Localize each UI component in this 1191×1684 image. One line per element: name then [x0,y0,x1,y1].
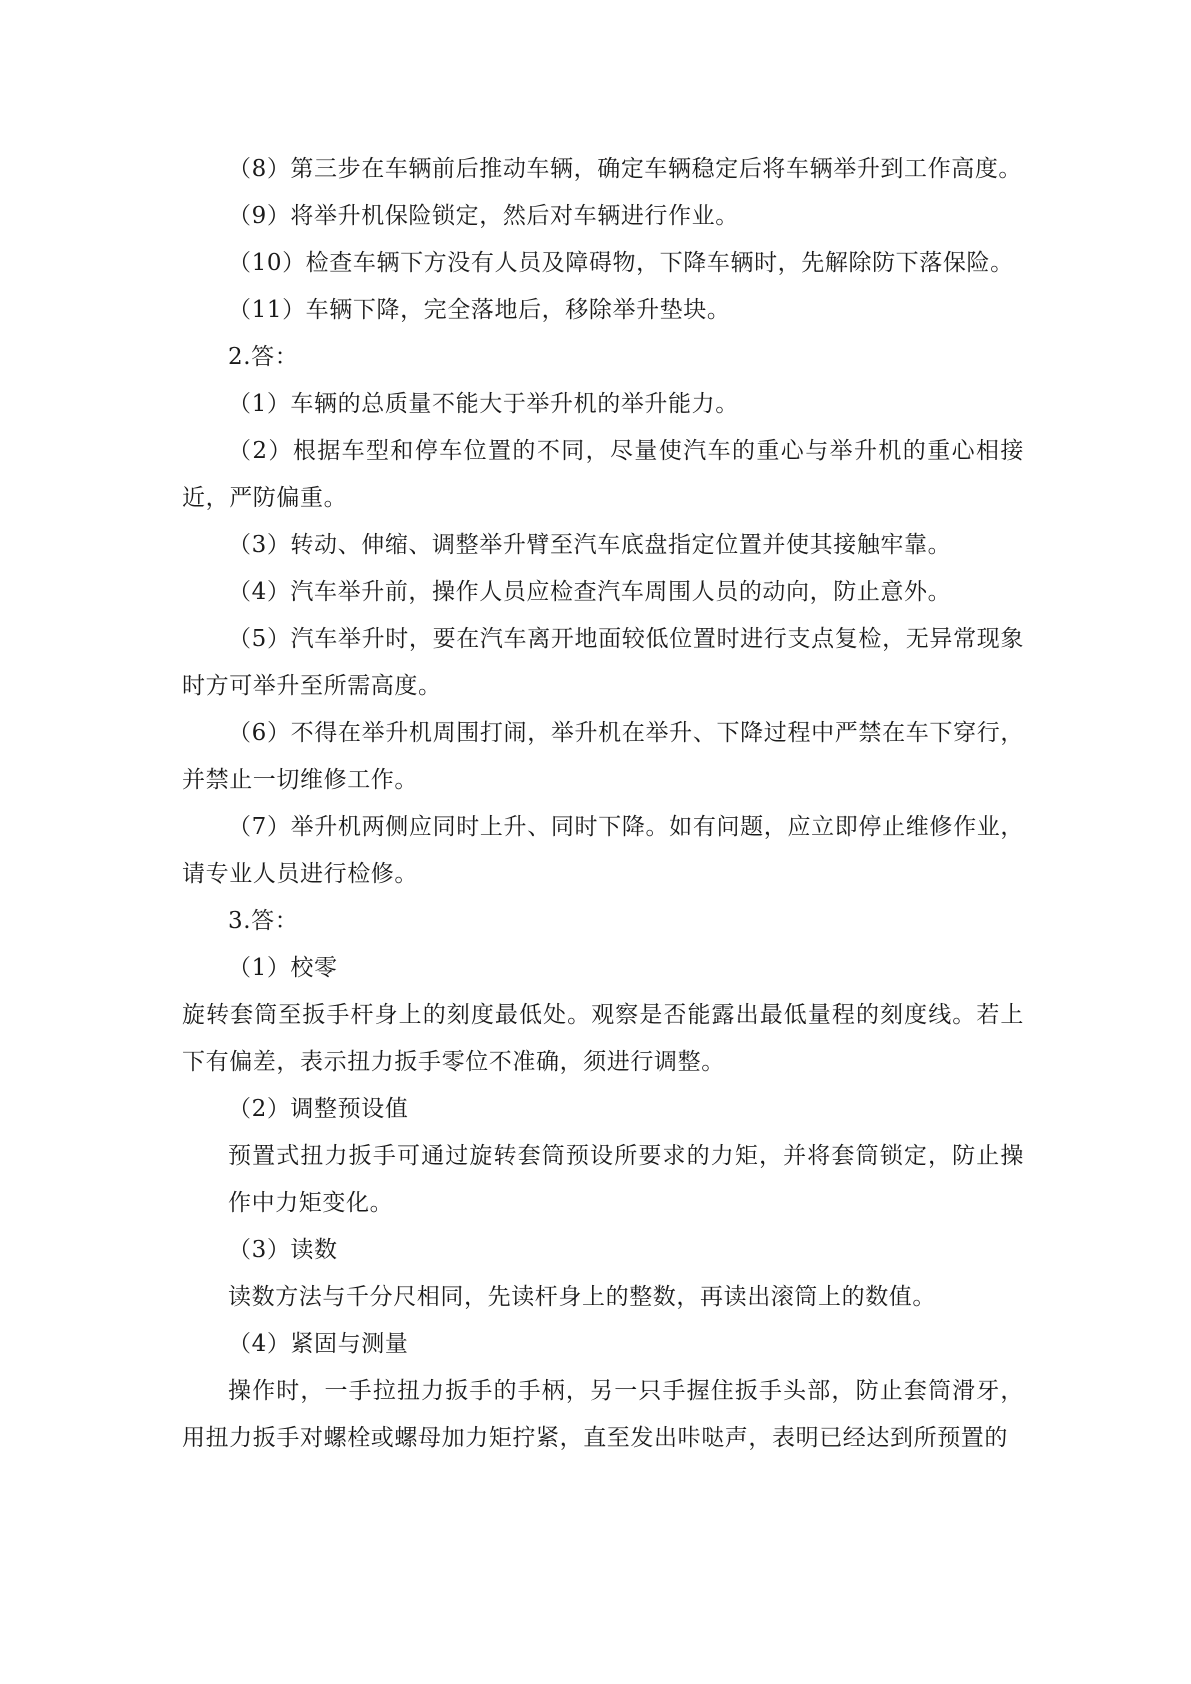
answer-2-item-2: （2）根据车型和停车位置的不同，尽量使汽车的重心与举升机的重心相接近，严防偏重。 [182,438,1024,511]
answer-3-item-4-title: （4）紧固与测量 [228,1331,409,1357]
answer-3-item-2-body: 预置式扭力扳手可通过旋转套筒预设所要求的力矩，并将套筒锁定，防止操作中力矩变化。 [228,1143,1024,1216]
answer-3-heading: 3.答： [228,908,299,934]
paragraph-step-9: （9）将举升机保险锁定，然后对车辆进行作业。 [228,203,739,229]
answer-2-item-1: （1）车辆的总质量不能大于举升机的举升能力。 [228,391,739,417]
answer-2-item-4: （4）汽车举升前，操作人员应检查汽车周围人员的动向，防止意外。 [228,579,952,605]
paragraph-step-10: （10）检查车辆下方没有人员及障碍物，下降车辆时，先解除防下落保险。 [228,250,1014,276]
answer-2-item-3: （3）转动、伸缩、调整举升臂至汽车底盘指定位置并使其接触牢靠。 [228,532,952,558]
paragraph-step-11: （11）车辆下降，完全落地后，移除举升垫块。 [228,297,731,323]
answer-3-item-3-body: 读数方法与千分尺相同，先读杆身上的整数，再读出滚筒上的数值。 [228,1284,936,1310]
answer-3-item-3-title: （3）读数 [228,1237,338,1263]
answer-2-item-7: （7）举升机两侧应同时上升、同时下降。如有问题，应立即停止维修作业，请专业人员进行检修。 [182,814,1024,887]
answer-3-item-4-body: 操作时，一手拉扭力扳手的手柄，另一只手握住扳手头部，防止套筒滑牙，用扭力扳手对螺栓或螺母加力矩拧紧，直至发出咔哒声，表明已经达到所预置的 [182,1378,1024,1451]
paragraph-step-8: （8）第三步在车辆前后推动车辆，确定车辆稳定后将车辆举升到工作高度。 [228,156,1023,182]
answer-2-item-6: （6）不得在举升机周围打闹，举升机在举升、下降过程中严禁在车下穿行，并禁止一切维修工作。 [182,720,1024,793]
answer-3-item-1-body: 旋转套筒至扳手杆身上的刻度最低处。观察是否能露出最低量程的刻度线。若上下有偏差，表示扭力扳手零位不准确，须进行调整。 [182,1002,1024,1075]
document-body [182,146,1024,1462]
answer-2-heading: 2.答： [228,344,299,370]
answer-3-item-2-title: （2）调整预设值 [228,1096,409,1122]
answer-3-item-1-title: （1）校零 [228,955,338,981]
answer-2-item-5: （5）汽车举升时，要在汽车离开地面较低位置时进行支点复检，无异常现象时方可举升至所需高度。 [182,626,1024,699]
